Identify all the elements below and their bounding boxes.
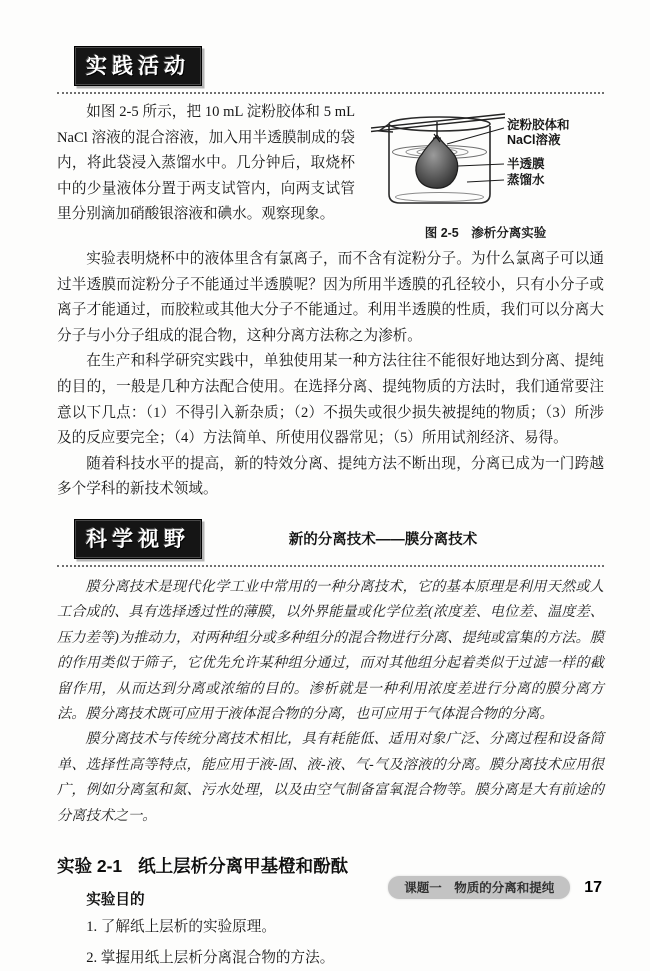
figure-2-5 [367,102,604,241]
paragraph-new-technology: 随着科技水平的提高，新的特效分离、提纯方法不断出现，分离已成为一门跨越多个学科的新技术领域。 [57,455,604,498]
page-footer [388,876,602,899]
dialysis-experiment-illustration [367,102,604,214]
experiment-title: 纸上层析分离甲基橙和酚酞 [138,856,349,876]
membrane-separation-paragraph-2: 膜分离技术与传统分离技术相比，具有耗能低、适用对象广泛、分离过程和设备简单、选择性高等特点，能应用于液-固、液-液、气-气及溶液的分离。膜分离技术应用很广，例如分离氢和氮、污水处理，以及由空气制备富氧混合物等。膜分离是大有前途的分离技术之一。 [57,731,604,824]
experiment-purpose-heading: 实验目的 [86,892,145,908]
main-text-block [57,247,604,503]
footer-section-label: 课题一 物质的分离和提纯 [388,876,570,899]
experiment-purpose-item-2: 2. 掌握用纸上层析分离混合物的方法。 [86,950,335,966]
label-distilled-water: 蒸馏水 [507,173,545,187]
science-vision-badge-label: 科学视野 [86,527,190,551]
practice-activity-badge [74,46,202,86]
science-vision-badge [74,519,202,559]
label-semipermeable-membrane: 半透膜 [507,157,545,171]
experiment-heading [57,853,604,878]
footer-page-number: 17 [584,878,602,896]
science-vision-header [57,519,604,559]
label-starch-colloid-line1: 淀粉胶体和 [507,118,570,132]
textbook-page [57,46,604,971]
experiment-purpose-item-1: 1. 了解纸上层析的实验原理。 [86,919,276,935]
practice-activity-body [57,100,604,245]
practice-activity-badge-label: 实践活动 [86,55,190,78]
science-vision-body [57,575,604,829]
experiment-2-1-section [57,853,604,971]
dotted-divider-science [57,565,604,567]
science-vision-section [57,519,604,829]
membrane-separation-paragraph-1: 膜分离技术是现代化学工业中常用的一种分离技术，它的基本原理是利用天然或人工合成的、具有选择透过性的薄膜，以外界能量或化学位差(浓度差、电位差、温度差、压力差等)为推动力，对两种组分或多种组分的混合物进行分离、提纯或富集的方法。膜的作用类似于筛子，它优先允许某种组分通过，而对其他组分起着类似于过滤一样的截留作用，从而达到分离或浓缩的目的。渗析就是一种利用浓度差进行分离的膜分离方法。膜分离技术既可应用于液体混合物的分离，也可应用于气体混合物的分离。 [57,578,604,722]
dotted-divider-top [57,92,604,94]
figure-2-5-caption: 图 2-5 渗析分离实验 [424,226,547,240]
paragraph-method-selection: 在生产和科学研究实践中，单独使用某一种方法往往不能很好地达到分离、提纯的目的，一般是几种方法配合使用。在选择分离、提纯物质的方法时，我们通常要注意以下几点：（1）不得引入新杂质；（2）不损失或很少损失被提纯的物质；（3）所涉及的反应要完全；（4）方法简单、所使用仪器常见；（5）所用试剂经济、易得。 [57,353,604,447]
paragraph-dialysis-explanation: 实验表明烧杯中的液体里含有氯离子，而不含有淀粉分子。为什么氯离子可以通过半透膜而淀粉分子不能通过半透膜呢？因为所用半透膜的孔径较小，只有小分子或离子才能通过，而胶粒或其他大分子不能通过。利用半透膜的性质，我们可以分离大分子与小分子组成的混合物，这种分离方法称之为渗析。 [57,251,604,344]
science-vision-title: 新的分离技术——膜分离技术 [288,532,478,549]
practice-paragraph: 如图 2-5 所示，把 10 mL 淀粉胶体和 5 mL NaCl 溶液的混合溶液，加入用半透膜制成的袋内，将此袋浸入蒸馏水中。几分钟后，取烧杯中的少量液体分置于两支试管内，向两支试管里分别滴加硝酸银溶液和碘水。观察现象。 [57,104,355,223]
practice-activity-section [57,46,604,245]
experiment-number: 实验 2-1 [57,856,123,876]
label-starch-colloid-line2: NaCl溶液 [507,133,561,147]
